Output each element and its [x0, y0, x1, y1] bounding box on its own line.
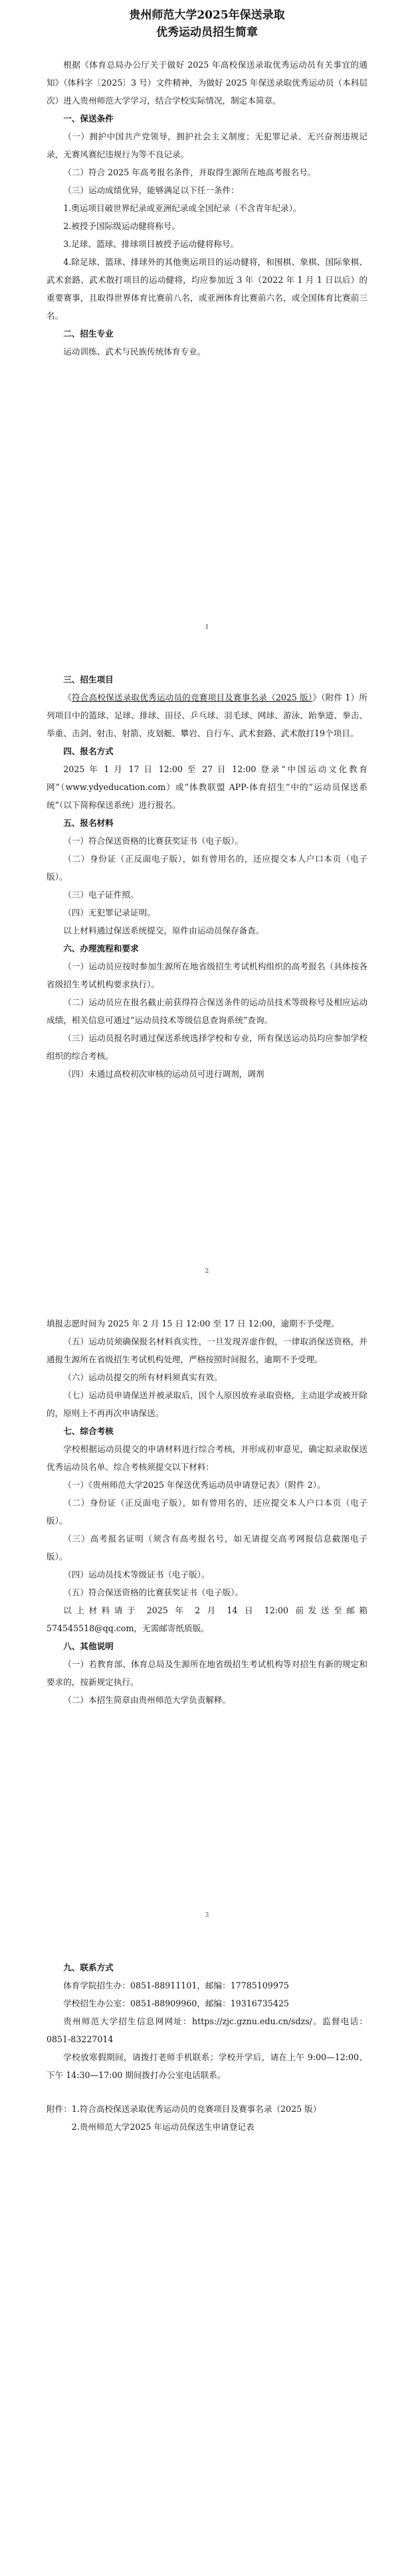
items-paragraph [47, 688, 367, 742]
assessment-3: （三）高考报名证明（须含有高考报名号，如无请提交高考网报信息截图电子版）。 [47, 1534, 367, 1562]
attachment-2: 2.贵州师范大学2025 年运动员保送生申请登记表 [71, 2122, 255, 2132]
condition-3-2: 2.被授予国际级运动健将称号。 [63, 221, 180, 231]
flow-4-continued: 填报志愿时间为 2025 年 2 月 15 日 12:00 至 17 日 12:00，逾期不予受理。 [47, 1319, 340, 1328]
condition-3-1: 1.奥运项目破世界纪录或亚洲纪录或全国纪录（不含青年纪录）。 [63, 203, 302, 213]
section-heading-2: 二、招生专业 [63, 329, 114, 339]
section-heading-7: 七、综合考核 [63, 1426, 114, 1436]
assessment-intro: 学校根据运动员提交的申请材料进行综合考核，并形成初审意见，确定拟录取保送优秀运动员名单。综合考核须提交以下材料： [47, 1444, 367, 1472]
office-hours: 学校放寒假期间，请拨打老师手机联系；学校开学后，请在上午 9:00—12:00、下午 14:30—17:00 期间拨打办公室电话联系。 [47, 2052, 367, 2080]
assessment-4: （四）运动员技术等级证书（电子版）。 [63, 1570, 210, 1579]
assessment-1: （一）《贵州师范大学2025 年保送优秀运动员申请登记表》（附件 2）。 [63, 1480, 326, 1490]
title-line-2: 优秀运动员招生简章 [156, 26, 258, 39]
page-3 [0, 1288, 414, 1932]
condition-3: （三）运动成绩优异，能够满足以下任一条件： [63, 185, 239, 195]
page-number-3: 3 [205, 1912, 209, 1919]
contact-sports-office: 体育学院招生办：0851-88911101，邮编：17785109975 [63, 1980, 289, 1990]
signup-paragraph: 2025 年 1 月 17 日 12:00 至 27 日 12:00 登录“中国运动文化教育网”（www.ydyeducation.com）或“体教联盟 APP-体育招生”中的“运动员保送系统”（以下简称保送系统）进行报名。 [47, 764, 367, 810]
contact-admissions-office: 学校招生办公室：0851-88909960，邮编：19316735425 [63, 1998, 289, 2008]
attachments [47, 2100, 367, 2136]
flow-1: （一）运动员应按时参加生源所在地省级招生考试机构组织的高考报名（具体按各省级招生考试机构要求执行）。 [47, 961, 367, 989]
condition-3-3: 3.足球、篮球、排球项目被授予运动健将称号。 [63, 239, 239, 249]
majors-paragraph: 运动训练、武术与民族传统体育专业。 [63, 347, 206, 357]
flow-6: （六）运动员提交的所有材料须真实有效。 [63, 1372, 223, 1382]
items-post: 》（附件 1）所列项目中的篮球、足球、排球、田径、乒乓球、羽毛球、网球、游泳、跆拳道、拳击、举重、击剑、射击、射箭、皮划艇、攀岩、自行车、武术套路、武术散打19个项目。 [47, 692, 368, 738]
assessment-note: 以上材料请于 2025 年 2 月 14 日 12:00 前发送至邮箱 574545518@qq.com，无需邮寄纸质版。 [47, 1605, 367, 1633]
section-heading-8: 八、其他说明 [63, 1641, 114, 1651]
section-heading-1: 一、保送条件 [63, 114, 114, 123]
section-heading-9: 九、联系方式 [63, 1963, 114, 1972]
flow-2: （二）运动员应在报名截止前获得符合保送条件的运动员技术等级称号及相应运动成绩，相关信息可通过“运动员技术等级信息查询系统”查询。 [47, 997, 367, 1025]
flow-5: （五）运动员须确保报名材料真实性，一旦发现弄虚作假，一律取消保送资格，并通报生源所在省级招生考试机构处理，严格按照时间报名，逾期不予受理。 [47, 1336, 367, 1364]
page-4 [0, 1932, 414, 2576]
page-number-1: 1 [205, 624, 209, 631]
title-line-1: 贵州师范大学2025年保送录取 [129, 9, 285, 22]
attachment-1: 附件：1.符合高校保送录取优秀运动员的竞赛项目及赛事名录（2025 版） [47, 2104, 322, 2114]
contact-website: 贵州师范大学招生信息网网址：https://zjc.gznu.edu.cn/sdzs/。监督电话：0851-83227014 [47, 2016, 367, 2044]
material-2: （二）身份证（正反面电子版），如有曾用名的，还应提交本人户口本页（电子版）。 [47, 854, 367, 882]
section-heading-3: 三、招生项目 [63, 675, 114, 684]
material-note: 以上材料通过保送系统提交，原件由运动员保存备查。 [63, 926, 264, 935]
flow-4: （四）未通过高校初次审核的运动员可进行调剂，调剂 [63, 1069, 264, 1079]
material-3: （三）电子证件照。 [63, 890, 139, 900]
other-1: （一）若教育部、体育总局及生源所在地省级招生考试机构等对招生有新的规定和要求的，按新规定执行。 [47, 1659, 367, 1687]
assessment-5: （五）符合保送资格的比赛获奖证书（电子版）。 [63, 1587, 243, 1597]
condition-1: （一）拥护中国共产党领导，拥护社会主义制度；无犯罪记录、无兴奋剂违规记录，无赛风赛纪违规行为等不良记录。 [47, 131, 367, 159]
document-title [47, 7, 367, 41]
condition-3-4: 4.除足球、篮球、排球外的其他奥运项目的运动健将，和围棋、象棋、国际象棋、武术套路、武术散打项目的运动健将，均应参加近 3 年（2022 年 1 月 1 日以后）的重要赛事，且取得世界体育比赛前八名，或亚洲体育比赛前六名，或全国体育比赛前三名。 [47, 257, 367, 321]
attachment-1-link[interactable]: 符合高校保送录取优秀运动员的竞赛项目及赛事名录（2025 版） [71, 692, 313, 702]
condition-2: （二）符合 2025 年高考报名条件，并取得生源所在地高考报名号。 [63, 167, 316, 177]
intro-paragraph: 根据《体育总局办公厅关于做好 2025 年高校保送录取优秀运动员有关事宜的通知》（体科字〔2025〕3 号）文件精神，为做好 2025 年保送录取优秀运动员（本科层次）进入贵州师范大学学习，结合学校实际情况，制定本简章。 [47, 60, 367, 106]
flow-3: （三）运动员报名时通过保送系统选择学校和专业，所有保送运动员均应参加学校组织的综合考核。 [47, 1033, 367, 1061]
flow-7: （七）运动员申请保送并被录取后，因个人原因放弃录取资格，主动退学或被开除的，原则上不再再次申请保送。 [47, 1390, 367, 1418]
other-2: （二）本招生简章由贵州师范大学负责解释。 [63, 1695, 231, 1705]
section-heading-5: 五、报名材料 [63, 818, 114, 828]
material-1: （一）符合保送资格的比赛获奖证书（电子版）。 [63, 836, 243, 846]
section-heading-4: 四、报名方式 [63, 746, 114, 756]
page-number-2: 2 [205, 1268, 209, 1275]
assessment-2: （二）身份证（正反面电子版），如有曾用名的，还应提交本人户口本页（电子版）。 [47, 1498, 367, 1526]
items-pre: 《 [63, 692, 72, 702]
page-1 [0, 0, 414, 644]
page-2 [0, 644, 414, 1288]
material-4: （四）无犯罪记录证明。 [63, 908, 155, 918]
section-heading-6: 六、办理流程和要求 [63, 943, 139, 953]
